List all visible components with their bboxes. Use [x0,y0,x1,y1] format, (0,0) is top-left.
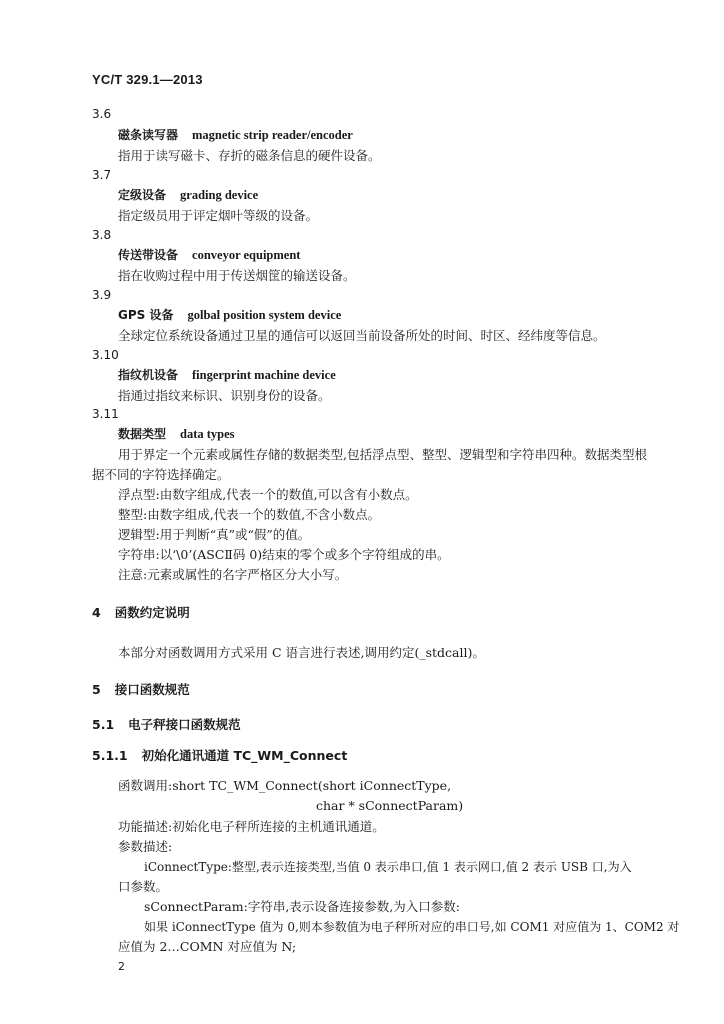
term-number: 3.9 [92,288,112,302]
data-type-string: 字符串:以‘\0’(ASCⅡ码 0)结束的零个或多个字符组成的串。 [118,547,450,562]
section-number: 5.1.1 [92,748,128,763]
section-title: 接口函数规范 [114,682,190,697]
term-en: magnetic strip reader/encoder [192,128,353,142]
term-title [118,127,353,143]
term-definition: 指用于读写磁卡、存折的磁条信息的硬件设备。 [118,148,381,163]
param-connect-param-detail: 如果 iConnectType 值为 0,则本参数值为电子秤所对应的串口号,如 COM1 对应值为 1、COM2 对 [144,920,680,934]
term-zh: 指纹机设备 [118,368,179,382]
param-connect-param-detail-continued: 应值为 2…COMN 对应值为 N; [118,939,297,954]
function-description: 功能描述:初始化电子秤所连接的主机通讯通道。 [118,819,385,834]
param-connect-type: iConnectType:整型,表示连接类型,当值 0 表示串口,值 1 表示网口,值 2 表示 USB 口,为入 [144,860,632,874]
term-en: golbal position system device [187,308,342,322]
section-number: 4 [92,605,101,620]
section-heading-5-1 [92,717,241,733]
section-number: 5.1 [92,717,115,732]
term-en: fingerprint machine device [192,368,336,382]
term-zh: 磁条读写器 [118,128,179,142]
term-title [118,426,235,442]
section-title: 电子秤接口函数规范 [128,717,241,732]
term-number: 3.7 [92,168,112,182]
section-number: 5 [92,682,101,697]
term-en: conveyor equipment [192,248,301,262]
section-heading-4 [92,605,190,621]
term-definition: 指通过指纹来标识、识别身份的设备。 [118,388,331,403]
parameters-label: 参数描述: [118,839,173,854]
term-title [118,307,341,323]
section-title: 函数约定说明 [114,605,190,620]
term-en: grading device [180,188,259,202]
term-number: 3.6 [92,107,112,121]
term-title [118,187,258,203]
page-number: 2 [118,960,125,973]
param-connect-param: sConnectParam:字符串,表示设备连接参数,为入口参数: [144,899,460,914]
param-connect-type-continued: 口参数。 [118,879,169,894]
function-call-line-1: 函数调用:short TC_WM_Connect(short iConnectType, [118,778,452,793]
term-number: 3.10 [92,348,119,362]
term-zh: 传送带设备 [118,248,179,262]
term-zh: GPS 设备 [118,308,174,322]
term-en: data types [180,427,235,441]
data-type-note: 注意:元素或属性的名字严格区分大小写。 [118,567,348,582]
term-zh: 数据类型 [118,427,167,441]
term-title [118,367,336,383]
data-type-float: 浮点型:由数字组成,代表一个的数值,可以含有小数点。 [118,487,418,502]
term-zh: 定级设备 [118,188,167,202]
section-heading-5 [92,682,190,698]
function-call-line-2: char * sConnectParam) [316,798,464,813]
term-definition-continued: 据不同的字符选择确定。 [92,467,230,482]
term-definition: 指定级员用于评定烟叶等级的设备。 [118,208,319,223]
section-title: 初始化通讯通道 TC_WM_Connect [141,748,348,763]
section-4-body: 本部分对函数调用方式采用 C 语言进行表述,调用约定(_stdcall)。 [118,645,485,660]
term-title [118,247,300,263]
section-heading-5-1-1 [92,748,347,764]
standard-code-header: YC/T 329.1—2013 [92,72,203,87]
term-definition: 指在收购过程中用于传送烟筐的输送设备。 [118,268,356,283]
term-number: 3.8 [92,228,112,242]
term-definition: 全球定位系统设备通过卫星的通信可以返回当前设备所处的时间、时区、经纬度等信息。 [118,328,606,343]
term-definition: 用于界定一个元素或属性存储的数据类型,包括浮点型、整型、逻辑型和字符串四种。数据类型根 [118,447,647,462]
data-type-integer: 整型:由数字组成,代表一个的数值,不含小数点。 [118,507,381,522]
data-type-logical: 逻辑型:用于判断“真”或“假”的值。 [118,527,311,542]
term-number: 3.11 [92,407,119,421]
